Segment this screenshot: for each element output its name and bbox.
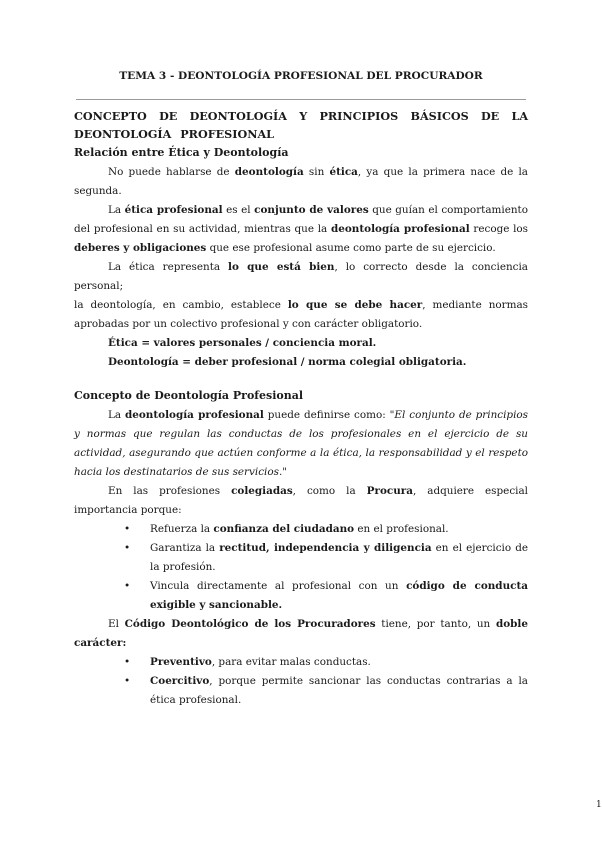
bullet-list xyxy=(74,653,528,710)
bullet-icon: • xyxy=(124,580,131,592)
title-divider xyxy=(76,99,526,100)
paragraph: La ética profesional es el conjunto de valores que guían el comportamiento del profesional en su actividad, mientras que la deontología profesional recoge los deberes y obligaciones que ese profesional asume como parte de su ejercicio. xyxy=(74,204,529,254)
bullet-icon: • xyxy=(124,523,131,535)
definition-deontologia: Deontología = deber profesional / norma colegial obligatoria. xyxy=(108,356,467,368)
heading-word: Y xyxy=(299,109,308,123)
heading-word: PRINCIPIOS xyxy=(319,109,399,123)
heading-word: DEONTOLOGÍA xyxy=(189,109,287,123)
list-item: • Garantiza la rectitud, independencia y diligencia en el ejercicio de la profesión. xyxy=(74,539,528,577)
heading-word: DE xyxy=(480,109,500,123)
bullet-icon: • xyxy=(124,656,131,668)
paragraph: El Código Deontológico de los Procuradores tiene, por tanto, un doble carácter: xyxy=(74,618,528,649)
heading-word: BÁSICOS xyxy=(410,109,469,123)
bullet-icon: • xyxy=(124,542,131,554)
heading-word: CONCEPTO xyxy=(74,109,147,123)
section-heading-line1 xyxy=(74,107,528,125)
spacer xyxy=(74,372,528,386)
list-item: • Vincula directamente al profesional con un código de conducta exigible y sancionable. xyxy=(74,577,528,615)
section-heading-line2: DEONTOLOGÍA PROFESIONAL xyxy=(74,127,275,141)
list-item: • Coercitivo, porque permite sancionar las conductas contrarias a la ética profesional. xyxy=(74,672,528,710)
page-title: TEMA 3 - DEONTOLOGÍA PROFESIONAL DEL PROCURADOR xyxy=(119,70,483,82)
paragraph: la deontología, en cambio, establece lo que se debe hacer, mediante normas aprobadas por un colectivo profesional y con carácter obligatorio. xyxy=(74,299,528,330)
subheading-concepto: Concepto de Deontología Profesional xyxy=(74,389,304,402)
paragraph: En las profesiones colegiadas, como la Procura, adquiere especial importancia porque: xyxy=(74,485,528,516)
paragraph: La ética representa lo que está bien, lo correcto desde la conciencia personal; xyxy=(74,261,528,292)
heading-word: DE xyxy=(159,109,178,123)
page-number: 1 xyxy=(596,800,602,810)
bullet-icon: • xyxy=(124,675,131,687)
heading-word: LA xyxy=(511,109,528,123)
list-item: • Refuerza la confianza del ciudadano en el profesional. xyxy=(74,520,528,539)
section-heading xyxy=(74,107,528,143)
list-item: • Preventivo, para evitar malas conductas. xyxy=(74,653,528,672)
definition-etica: Ética = valores personales / conciencia moral. xyxy=(108,337,377,349)
subheading-etica-deontologia: Relación entre Ética y Deontología xyxy=(74,146,289,159)
document-body xyxy=(74,107,528,710)
bullet-list xyxy=(74,520,528,615)
document-page xyxy=(74,0,602,848)
paragraph: No puede hablarse de deontología sin ética, ya que la primera nace de la segunda. xyxy=(74,166,528,197)
paragraph: La deontología profesional puede definirse como: "El conjunto de principios y normas que regulan las conductas de los profesionales en el ejercicio de su actividad, asegurando que actúen conforme a la ética, la responsabilidad y el respeto hacia los destinatarios de sus servicios." xyxy=(74,409,528,478)
